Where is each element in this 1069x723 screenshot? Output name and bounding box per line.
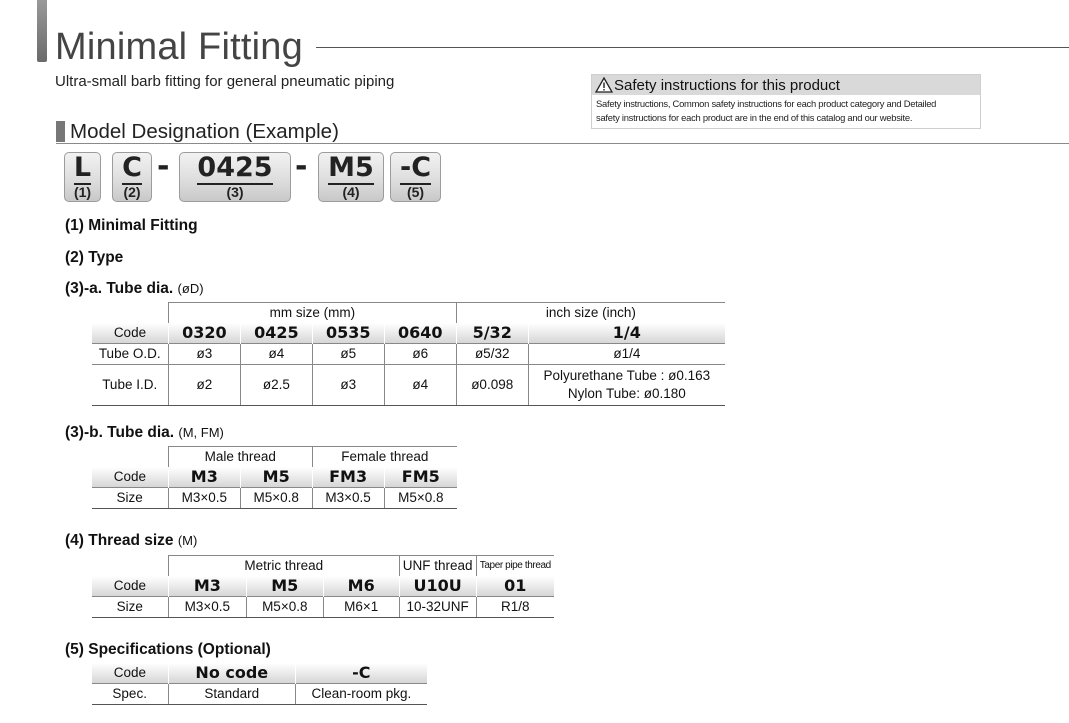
code-cell: 0425 bbox=[240, 323, 312, 344]
table-cell: ø5/32 bbox=[456, 344, 528, 365]
row-label-code: Code bbox=[92, 663, 169, 684]
safety-text-line: safety instructions for each product are in the end of this catalog and our website. bbox=[596, 112, 913, 123]
row-label-spec: Spec. bbox=[92, 684, 169, 705]
section-accent-bar bbox=[56, 121, 65, 142]
model-box-series bbox=[64, 152, 101, 202]
model-dash: - bbox=[157, 149, 170, 184]
safety-text-line: Safety instructions, Common safety instructions for each product category and Detailed bbox=[596, 98, 937, 109]
code-cell: M5 bbox=[246, 576, 323, 597]
model-box-thread bbox=[318, 152, 384, 202]
code-cell: 0320 bbox=[168, 323, 240, 344]
code-cell: M5 bbox=[240, 467, 312, 488]
title-rule bbox=[316, 47, 1069, 48]
group-header-unf: UNF thread bbox=[399, 556, 476, 577]
label-tube-dia-a: (3)-a. Tube dia. (øD) bbox=[65, 280, 204, 297]
row-label-id: Tube I.D. bbox=[92, 365, 169, 406]
table-cell: M3×0.5 bbox=[168, 488, 240, 509]
table-cell: Clean-room pkg. bbox=[295, 684, 427, 705]
code-cell: 0640 bbox=[384, 323, 456, 344]
table-tube-dia-b bbox=[91, 446, 457, 509]
section-rule bbox=[56, 143, 1069, 144]
warning-triangle-icon bbox=[595, 77, 613, 93]
table-cell: M3×0.5 bbox=[312, 488, 384, 509]
group-header-taper: Taper pipe thread bbox=[476, 556, 554, 577]
table-cell: M5×0.8 bbox=[240, 488, 312, 509]
row-label-code: Code bbox=[92, 576, 169, 597]
code-cell: FM3 bbox=[312, 467, 384, 488]
model-index: (4) bbox=[342, 184, 360, 200]
safety-instructions-box bbox=[591, 74, 981, 129]
table-cell: M5×0.8 bbox=[246, 597, 323, 618]
code-cell: 0535 bbox=[312, 323, 384, 344]
table-thread-size bbox=[91, 555, 554, 618]
model-code: 0425 bbox=[197, 152, 273, 183]
model-box-tube-dia bbox=[179, 152, 291, 202]
row-label-code: Code bbox=[92, 323, 169, 344]
model-code: -C bbox=[399, 152, 432, 183]
label-thread-size: (4) Thread size (M) bbox=[65, 532, 198, 549]
table-cell: 10-32UNF bbox=[399, 597, 476, 618]
row-label-size: Size bbox=[92, 597, 169, 618]
model-index: (1) bbox=[73, 184, 92, 200]
title-accent-bar bbox=[37, 0, 47, 62]
table-cell: ø3 bbox=[312, 365, 384, 406]
model-box-type bbox=[112, 152, 152, 202]
table-cell bbox=[528, 365, 725, 406]
model-index: (2) bbox=[123, 184, 141, 200]
group-header-female: Female thread bbox=[312, 447, 457, 468]
model-dash: - bbox=[295, 149, 308, 184]
code-cell: 1/4 bbox=[528, 323, 725, 344]
table-cell: ø6 bbox=[384, 344, 456, 365]
group-header-mm: mm size (mm) bbox=[168, 303, 456, 324]
table-cell: ø2 bbox=[168, 365, 240, 406]
table-cell: ø2.5 bbox=[240, 365, 312, 406]
table-tube-dia-a bbox=[91, 302, 725, 406]
safety-header bbox=[592, 75, 980, 95]
safety-text bbox=[596, 97, 980, 125]
id-polyurethane: Polyurethane Tube : ø0.163 bbox=[543, 368, 711, 383]
section-title: Model Designation (Example) bbox=[70, 120, 339, 143]
table-cell: ø5 bbox=[312, 344, 384, 365]
row-label-od: Tube O.D. bbox=[92, 344, 169, 365]
label-type: (2) Type bbox=[65, 249, 124, 266]
code-cell: M6 bbox=[323, 576, 399, 597]
page-title: Minimal Fitting bbox=[55, 26, 303, 68]
code-cell: M3 bbox=[168, 576, 246, 597]
code-cell: U10U bbox=[399, 576, 476, 597]
table-cell: ø0.098 bbox=[456, 365, 528, 406]
model-index: (3) bbox=[226, 184, 244, 200]
code-cell: 5/32 bbox=[456, 323, 528, 344]
model-code: M5 bbox=[328, 152, 374, 183]
model-code: C bbox=[122, 152, 142, 183]
table-cell: R1/8 bbox=[476, 597, 554, 618]
table-cell: ø4 bbox=[240, 344, 312, 365]
table-cell: M5×0.8 bbox=[384, 488, 457, 509]
safety-title: Safety instructions for this product bbox=[614, 77, 840, 94]
label-tube-dia-b: (3)-b. Tube dia. (M, FM) bbox=[65, 424, 224, 441]
group-header-inch: inch size (inch) bbox=[456, 303, 725, 324]
table-cell: ø4 bbox=[384, 365, 456, 406]
group-header-male: Male thread bbox=[168, 447, 312, 468]
table-cell: ø3 bbox=[168, 344, 240, 365]
code-cell: 01 bbox=[476, 576, 554, 597]
model-box-spec bbox=[390, 152, 441, 202]
row-label-code: Code bbox=[92, 467, 169, 488]
page-subtitle: Ultra-small barb fitting for general pneumatic piping bbox=[55, 73, 395, 90]
code-cell: FM5 bbox=[384, 467, 457, 488]
table-cell: Standard bbox=[168, 684, 295, 705]
code-cell: -C bbox=[295, 663, 427, 684]
table-cell: M3×0.5 bbox=[168, 597, 246, 618]
label-specifications: (5) Specifications (Optional) bbox=[65, 641, 271, 658]
group-header-metric: Metric thread bbox=[168, 556, 399, 577]
model-index: (5) bbox=[406, 184, 425, 200]
row-label-size: Size bbox=[92, 488, 169, 509]
id-nylon: Nylon Tube: ø0.180 bbox=[567, 386, 686, 401]
code-cell: M3 bbox=[168, 467, 240, 488]
label-minimal-fitting: (1) Minimal Fitting bbox=[65, 217, 198, 234]
code-cell: No code bbox=[168, 663, 295, 684]
table-specifications bbox=[91, 663, 427, 705]
table-cell: M6×1 bbox=[323, 597, 399, 618]
table-cell: ø1/4 bbox=[528, 344, 725, 365]
model-code: L bbox=[73, 152, 92, 183]
